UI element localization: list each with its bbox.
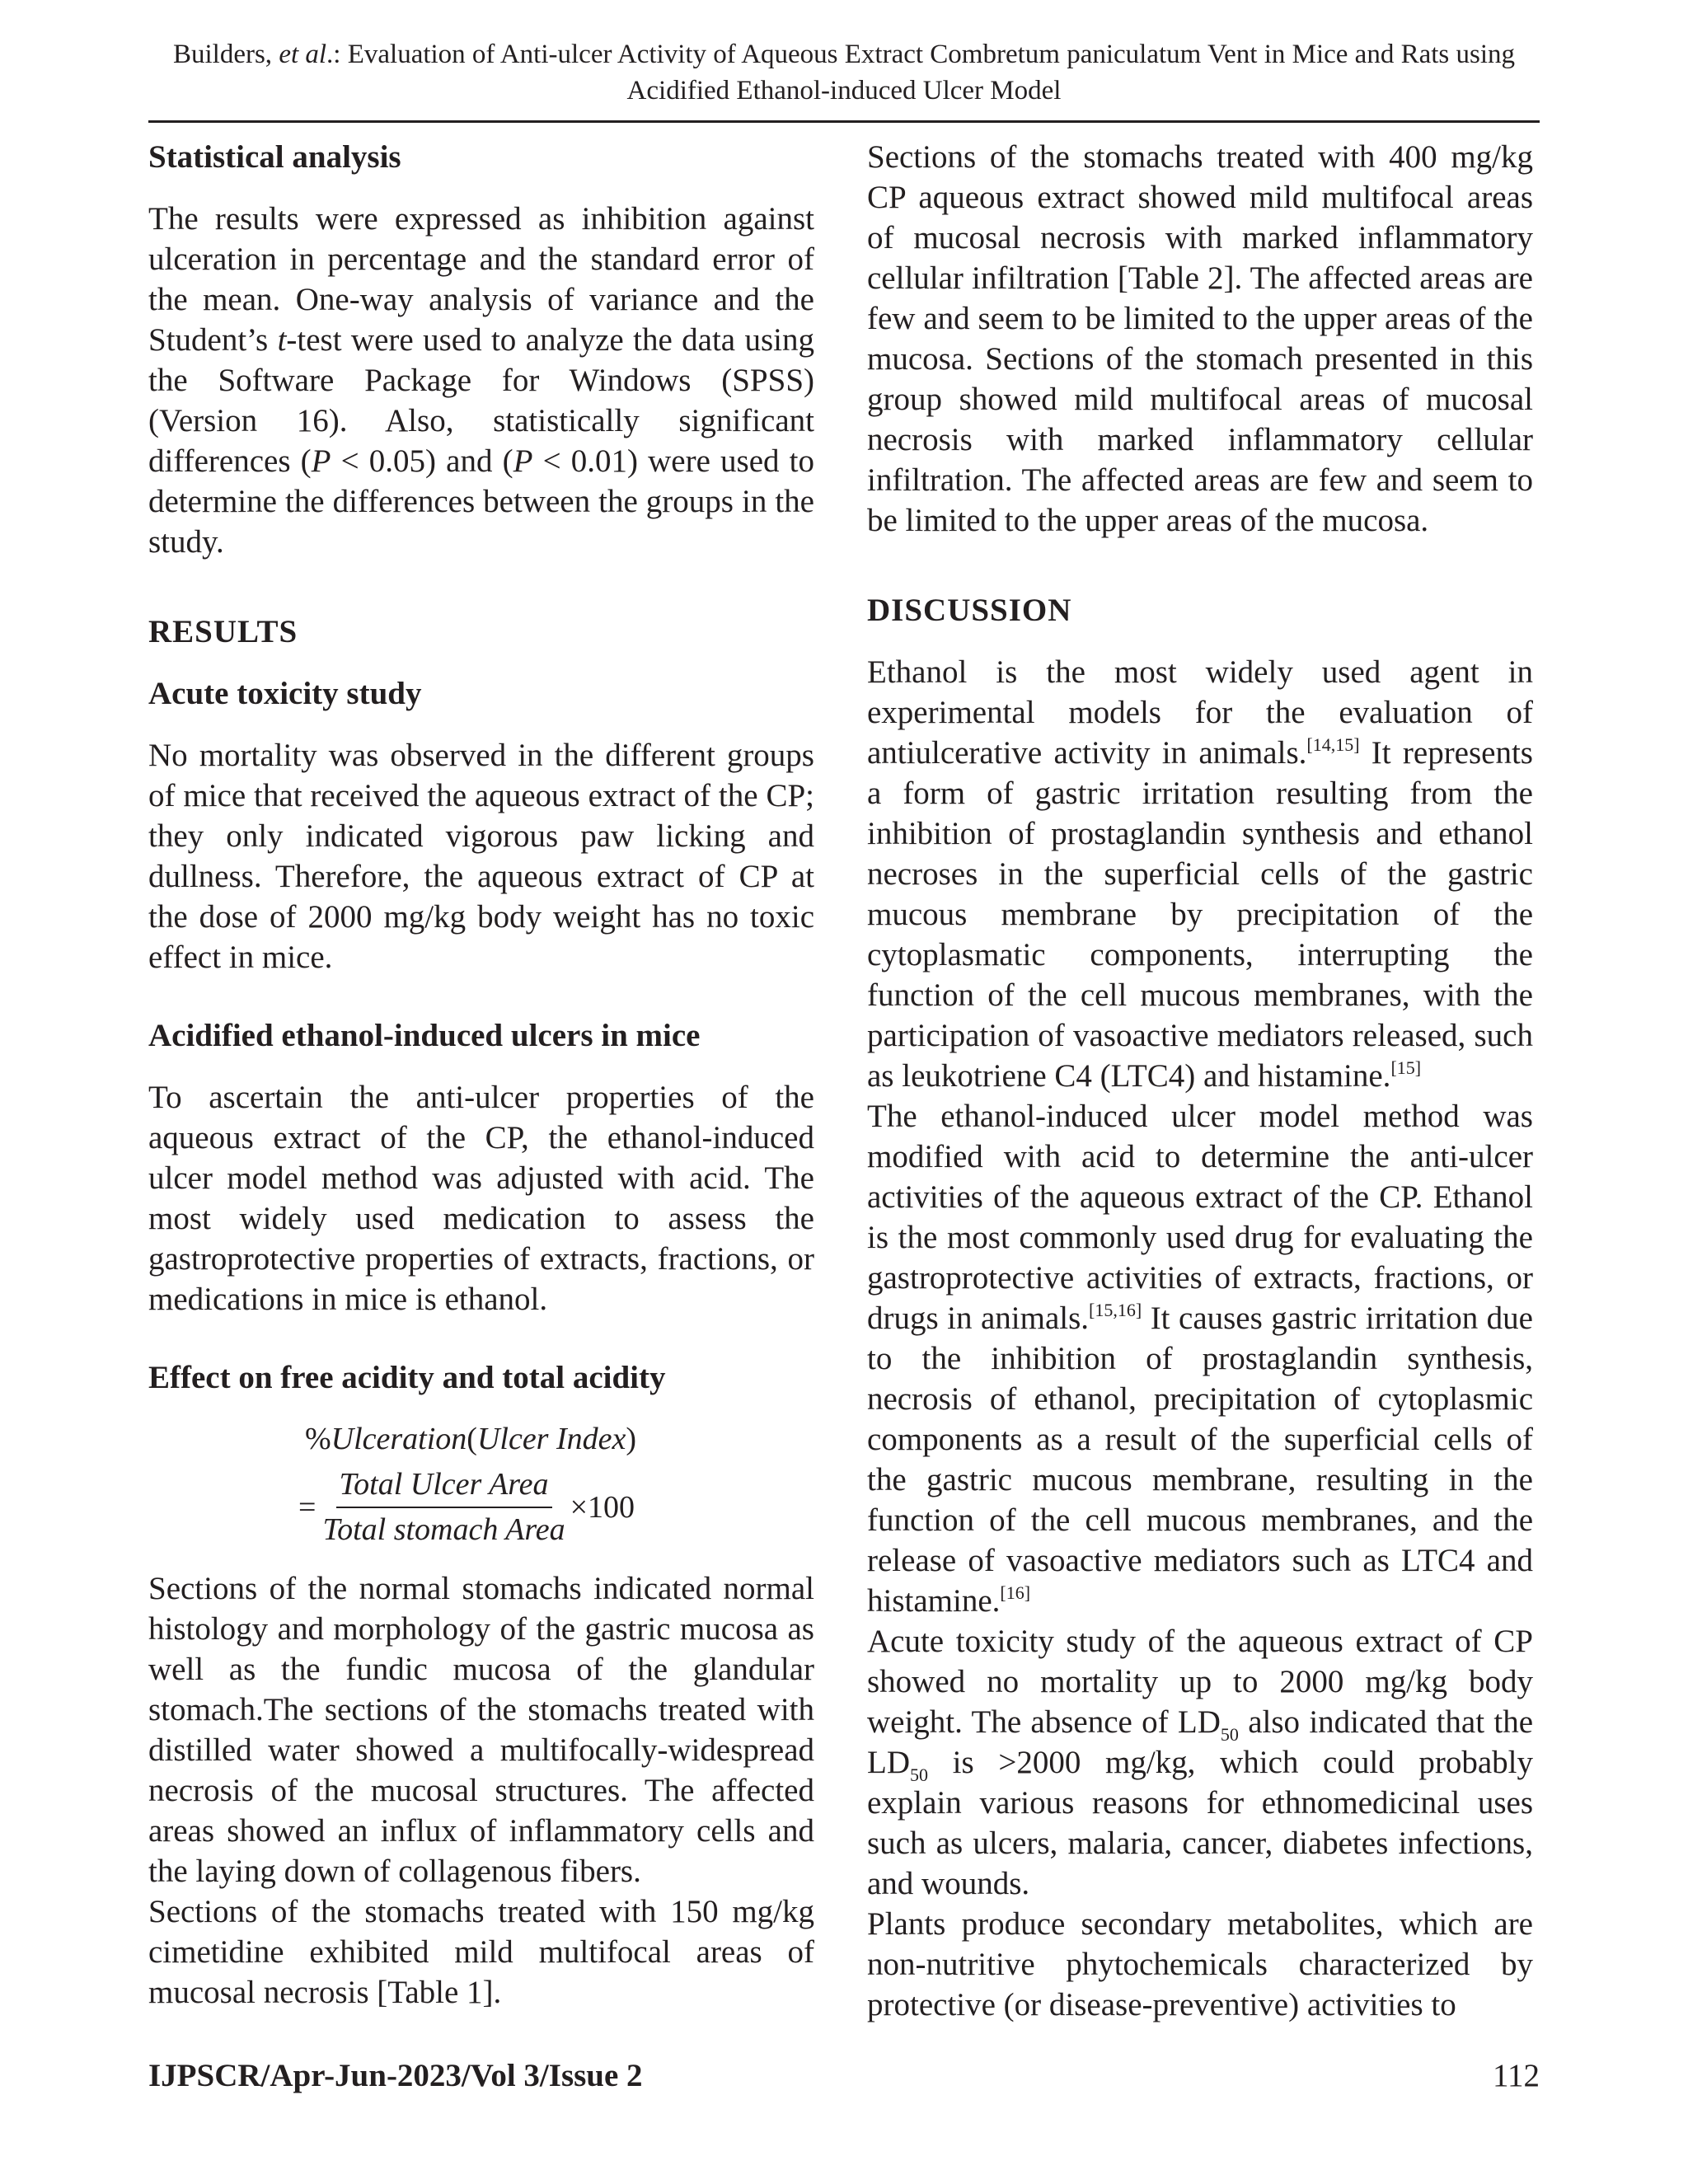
- journal-footer: IJPSCR/Apr-Jun-2023/Vol 3/Issue 2: [148, 2058, 643, 2093]
- effect-acidity-heading: Effect on free acidity and total acidity: [148, 1360, 666, 1395]
- results-heading: RESULTS: [148, 614, 298, 649]
- formula-equals: =: [298, 1489, 316, 1525]
- acute-toxicity-paragraph: No mortality was observed in the different groups of mice that received the aqueous extract of the CP; they only indicated vigorous paw licking and dullness. Therefore, the aqueous extract of CP at the dose of 2000 mg/kg body weight has no toxic effect in mice.: [148, 738, 814, 975]
- acidified-ethanol-paragraph: To ascertain the anti-ulcer properties of the aqueous extract of the CP, the ethanol-induced ulcer model method was adjusted with acid. The most widely used medication to assess the gastroprotective properties of extracts, fractions, or medications in mice is ethanol.: [148, 1080, 814, 1317]
- discussion-paragraph-1: Ethanol is the most widely used agent in experimental models for the evaluation of antiulcerative activity in animals.[14,15] It represents a form of gastric irritation resulting from the inhibition of prostaglandin synthesis and ethanol necroses in the superficial cells of the gastric mucous membrane by precipitation of the cytoplasmatic components, interrupting the function of the cell mucous membranes, with the participation of vasoactive mediators released, such as leukotriene C4 (LTC4) and histamine.[15]: [867, 654, 1533, 1094]
- discussion-paragraph-2: The ethanol-induced ulcer model method was modified with acid to determine the anti-ulcer activities of the aqueous extract of the CP. Ethanol is the most commonly used drug for evaluating the gastroprotective activities of extracts, fractions, or drugs in animals.[15,16] It causes gastric irritation due to the inhibition of prostaglandin synthesis, necrosis of ethanol, precipitation of cytoplasmic components as a result of the superficial cells of the gastric mucous membrane, resulting in the function of the cell mucous membranes, and the release of vasoactive mediators such as LTC4 and histamine.[16]: [867, 1099, 1533, 1619]
- acidified-ethanol-heading: Acidified ethanol-induced ulcers in mice: [148, 1018, 701, 1053]
- statistical-analysis-heading: Statistical analysis: [148, 139, 401, 175]
- running-header: [148, 36, 1540, 109]
- sections-400-paragraph: Sections of the stomachs treated with 400 mg/kg CP aqueous extract showed mild multifocal areas of mucosal necrosis with marked inflammatory cellular infiltration [Table 2]. The affected areas are few and seem to be limited to the upper areas of the mucosa. Sections of the stomach presented in this group showed mild multifocal areas of mucosal necrosis with marked inflammatory cellular infiltration. The affected areas are few and seem to be limited to the upper areas of the mucosa.: [867, 139, 1533, 538]
- sections-paragraph-2: Sections of the stomachs treated with 150 mg/kg cimetidine exhibited mild multifocal areas of mucosal necrosis [Table 1].: [148, 1894, 814, 2010]
- citation: [15,16]: [1089, 1300, 1142, 1320]
- citation: [16]: [1000, 1582, 1031, 1603]
- statistical-analysis-paragraph: The results were expressed as inhibition against ulceration in percentage and the standard error of the mean. One-way analysis of variance and the Student’s t-test were used to analyze the data using the Software Package for Windows (SPSS) (Version 16). Also, statistically significant differences (P < 0.05) and (P < 0.01) were used to determine the differences between the groups in the study.: [148, 201, 815, 560]
- citation: [15]: [1390, 1057, 1422, 1078]
- page-number: 112: [1492, 2058, 1540, 2093]
- acute-toxicity-heading: Acute toxicity study: [148, 676, 422, 711]
- ulceration-formula: [148, 1419, 814, 1550]
- formula-left-side: %Ulceration(Ulcer Index): [305, 1422, 637, 1456]
- header-title-part: .: Evaluation of Anti-ulcer Activity of Aqueous Extract Combretum paniculatum Vent in Mice and Rats using: [326, 40, 1516, 69]
- discussion-paragraph-3: Acute toxicity study of the aqueous extract of CP showed no mortality up to 2000 mg/kg body weight. The absence of $LD_{50}$ also indicated that the $LD_{50}$ is >2000 mg/kg, which could probably explain various reasons for ethnomedicinal uses such as ulcers, malaria, cancer, diabetes infections, and wounds.: [867, 1624, 1534, 1901]
- left-column: [148, 137, 814, 2013]
- formula-right-side: [148, 1465, 814, 1550]
- header-et-al: et al: [279, 40, 327, 69]
- formula-multiplier: ×100: [570, 1489, 635, 1525]
- header-authors: Builders,: [172, 40, 273, 69]
- header-divider: [148, 120, 1540, 123]
- formula-denominator: Total stomach Area: [322, 1512, 565, 1547]
- running-header-line-1: [148, 36, 1540, 73]
- running-header-line-2: Acidified Ethanol-induced Ulcer Model: [626, 76, 1062, 105]
- right-column: [867, 137, 1533, 2025]
- discussion-heading: DISCUSSION: [867, 593, 1072, 628]
- formula-fraction: [322, 1465, 565, 1550]
- sections-paragraph-1: Sections of the normal stomachs indicated normal histology and morphology of the gastric mucosa as well as the fundic mucosa of the glandular stomach.The sections of the stomachs treated with distilled water showed a multifocally-widespread necrosis of the mucosal structures. The affected areas showed an influx of inflammatory cells and the laying down of collagenous fibers.: [148, 1571, 814, 1889]
- formula-numerator: Total Ulcer Area: [336, 1465, 552, 1508]
- discussion-paragraph-4: Plants produce secondary metabolites, which are non-nutritive phytochemicals characterized by protective (or disease-preventive) activities to: [867, 1906, 1533, 2022]
- citation: [14,15]: [1306, 734, 1360, 755]
